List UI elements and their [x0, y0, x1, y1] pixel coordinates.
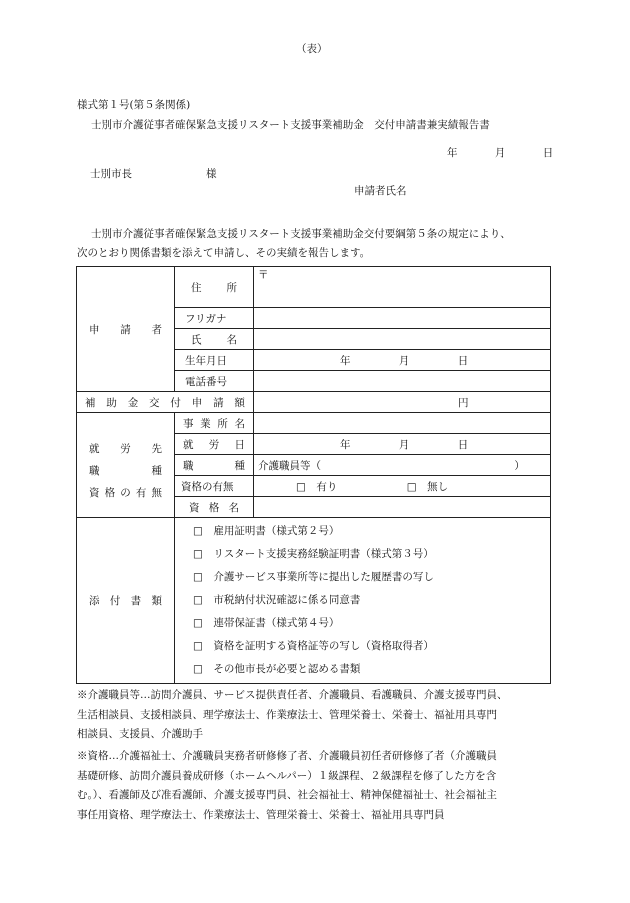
intro-line-2: 次のとおり関係書類を添えて申請し、その実績を報告します。 [77, 247, 371, 259]
subsidy-amount-label: 補 助 金 交 付 申 請 額 [77, 392, 254, 413]
attachment-tax-consent[interactable]: □ 市税納付状況確認に係る同意書 [193, 594, 361, 606]
date-day: 日 [542, 147, 554, 159]
job-type-field[interactable]: 介護職員等（ ） [254, 455, 551, 476]
form-title: 士別市介護従事者確保緊急支援リスタート支援事業補助金 交付申請書兼実績報告書 [91, 119, 490, 131]
applicant-name-label: 申請者氏名 [354, 185, 407, 197]
attachments-group-label: 添 付 書 類 [77, 518, 175, 684]
address-label: 住 所 [175, 267, 254, 308]
side-label: （表） [296, 43, 328, 55]
phone-label: 電話番号 [175, 371, 254, 392]
form-number: 様式第１号(第５条関係) [77, 99, 191, 111]
subsidy-amount-field[interactable] [254, 392, 551, 413]
date-line [447, 145, 553, 160]
work-group-label: 就 労 先 職 種 資 格 の 有 無 [77, 413, 175, 518]
attachment-experience-certificate[interactable]: □ リスタート支援実務経験証明書（様式第３号） [193, 548, 434, 560]
yen-unit: 円 [458, 396, 469, 409]
office-name-field[interactable] [254, 413, 551, 434]
qualification-name-field[interactable] [254, 497, 551, 518]
application-table [76, 266, 551, 684]
postal-mark: 〒 [258, 269, 269, 281]
intro-line-1: 士別市介護従事者確保緊急支援リスタート支援事業補助金交付要綱第５条の規定により、 [91, 228, 511, 240]
addressee: 士別市長 [90, 168, 132, 180]
attachment-qualification-copy[interactable]: □ 資格を証明する資格証等の写し（資格取得者） [193, 640, 434, 652]
job-type-label: 職 種 [175, 455, 254, 476]
attachment-resume-copy[interactable]: □ 介護サービス事業所等に提出した履歴書の写し [193, 571, 434, 583]
phone-field[interactable] [254, 371, 551, 392]
address-field[interactable] [254, 267, 551, 308]
qualification-yes-checkbox[interactable]: □ 有り [296, 480, 338, 493]
birthdate-label: 生年月日 [175, 350, 254, 371]
attachment-employment-certificate[interactable]: □ 雇用証明書（様式第２号） [193, 525, 340, 537]
name-field[interactable] [254, 329, 551, 350]
attachment-other-documents[interactable]: □ その他市長が必要と認める書類 [193, 663, 361, 675]
attachments-list [175, 518, 551, 684]
name-label: 氏 名 [175, 329, 254, 350]
note-qualification: ※資格…介護福祉士、介護職員実務者研修修了者、介護職員初任者研修修了者（介護職員 基礎研修、訪問介護員養成研修（ホームヘルパー）１級課程、２級課程を修了した方を含 む。）、看護師及び准看護師、介護支援専門員、社会福祉士、精神保健福祉士、社会福祉主 事任用資格、理学療法士、作業療法士、管理栄養士、栄養士、福祉用具専門員 [77, 750, 497, 821]
attachment-joint-guarantee[interactable]: □ 連帯保証書（様式第４号） [193, 617, 340, 629]
employment-date-field[interactable]: 年 月 日 [254, 434, 551, 455]
qualification-name-label: 資 格 名 [175, 497, 254, 518]
honorific: 様 [206, 168, 217, 180]
birthdate-field[interactable]: 年 月 日 [254, 350, 551, 371]
furigana-field[interactable] [254, 308, 551, 329]
date-year: 年 [447, 147, 458, 159]
office-name-label: 事 業 所 名 [175, 413, 254, 434]
applicant-group-label: 申 請 者 [77, 267, 175, 392]
qualification-no-checkbox[interactable]: □ 無し [406, 480, 449, 493]
qualification-field [254, 476, 551, 497]
furigana-label: フリガナ [175, 308, 254, 329]
date-month: 月 [494, 147, 506, 159]
employment-date-label: 就 労 日 [175, 434, 254, 455]
qualification-label: 資格の有無 [175, 476, 254, 497]
note-care-staff: ※介護職員等…訪問介護員、サービス提供責任者、介護職員、看護職員、介護支援専門員、 生活相談員、支援相談員、理学療法士、作業療法士、管理栄養士、栄養士、福祉用具専門 相談員、支援員、介護助手 [77, 689, 508, 740]
